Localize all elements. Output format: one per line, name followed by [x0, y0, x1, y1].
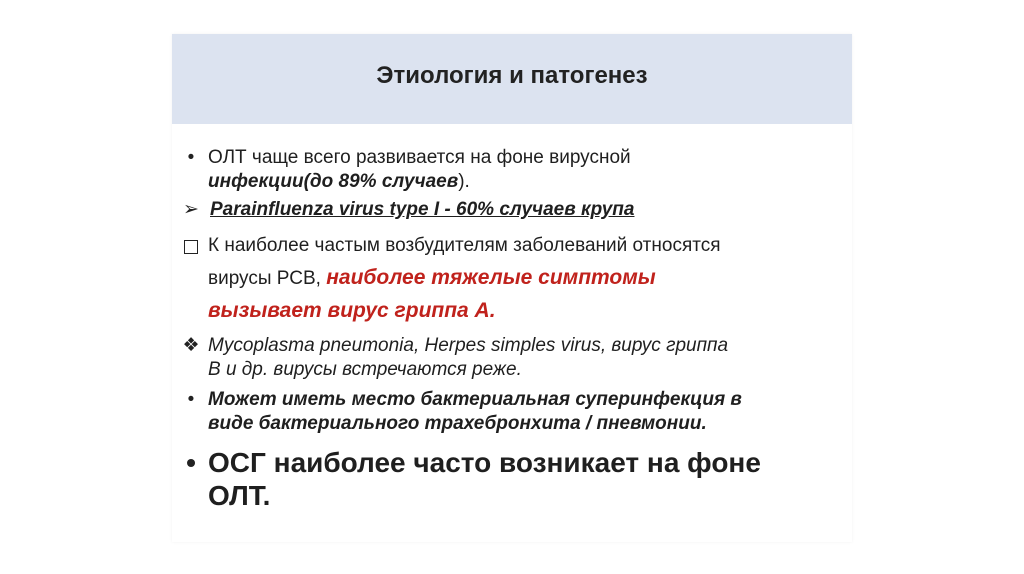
bullet-6-line-1: ОСГ наиболее часто возникает на фоне — [208, 447, 761, 478]
bullet-dot-icon: • — [186, 447, 196, 478]
bullet-6-line-2: ОЛТ. — [208, 480, 271, 511]
bullet-1-tail: ). — [458, 171, 470, 192]
bullet-3-line-3 — [208, 299, 844, 324]
bullet-5-line-1: Может иметь место бактериальная суперинфекция в — [208, 389, 742, 410]
bullet-4-line-2: В и др. вирусы встречаются реже. — [208, 359, 522, 380]
bullet-3-red-1: наиболее тяжелые симптомы — [326, 266, 656, 289]
slide-title: Этиология и патогенез — [376, 62, 648, 89]
bullet-3-line-1: К наиболее частым возбудителям заболеваний относятся — [208, 235, 721, 256]
bullet-5-line-2: виде бактериального трахебронхита / пневмонии. — [208, 413, 707, 434]
bullet-dot-icon: • — [187, 389, 195, 410]
bullet-4-line-1: Mycoplasma pneumonia, Herpes simples virus, вирус гриппа — [208, 335, 729, 356]
bullet-1-line-2 — [208, 170, 844, 194]
bullet-3-red-2: вызывает вирус гриппа А. — [208, 299, 496, 322]
bullet-2-text: Parainfluenza virus type I - 60% случаев крупа — [210, 199, 635, 220]
arrow-bullet-icon: ➢ — [183, 199, 199, 220]
bullet-3-plain: вирусы РСВ, — [208, 268, 327, 289]
checkbox-bullet-icon — [180, 234, 202, 261]
bullet-dot-icon: • — [187, 147, 195, 168]
bullet-3-line-2 — [208, 266, 844, 291]
bullet-1-line-1: ОЛТ чаще всего развивается на фоне вирусной — [208, 147, 631, 168]
slide — [172, 34, 852, 542]
bullet-1-emphasis: инфекции(до 89% случаев — [208, 171, 459, 192]
diamond-bullet-icon: ❖ — [182, 335, 200, 356]
